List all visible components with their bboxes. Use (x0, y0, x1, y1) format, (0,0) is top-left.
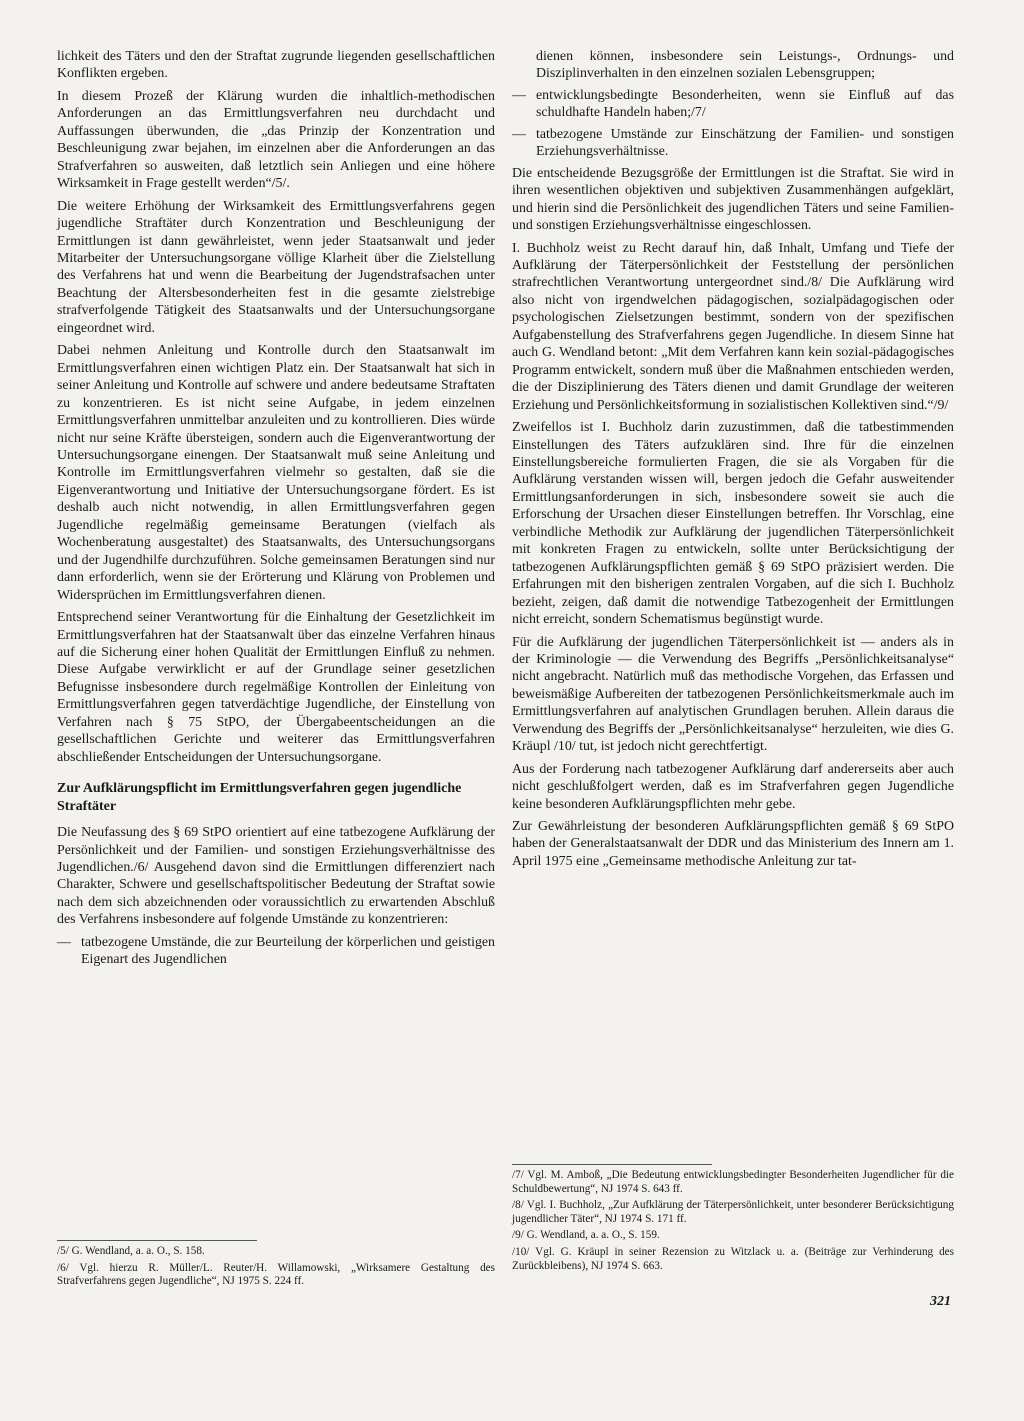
paragraph: Für die Aufklärung der jugendlichen Täterpersönlichkeit ist — anders als in der Kriminologie — die Verwendung des Begriffs „Persönlichkeitsanalyse“ nicht angebracht. Natürlich muß das methodische Vorgehen, das Erfassen und beweismäßige Aufbereiten der tatbezogenen Persönlichkeitsmerkmale auch im Ermittlungsverfahren auf analytischen Grundlagen beruhen. Allein daraus die Verwendung des Begriffs der „Persönlichkeitsanalyse“ herzuleiten, wie dies G. Kräupl /10/ tut, ist jedoch nicht gerechtfertigt. (512, 634, 954, 755)
paragraph: Die Neufassung des § 69 StPO orientiert auf eine tatbezogene Aufklärung der Persönlichkeit und der Familien- und sonstigen Erziehungsverhältnisse des Jugendlichen./6/ Ausgehend davon sind die Ermittlungen differenziert nach Charakter, Schwere und gesellschaftspolitischer Bedeutung der Straftat sowie nach dem sich abzeichnenden oder voraussichtlich zu erwartenden Abschluß des Verfahrens insbesondere auf folgende Umstände zu konzentrieren: (57, 825, 495, 928)
dash-bullet: — (512, 126, 526, 142)
list-item-text: tatbezogene Umstände, die zur Beurteilung der körperlichen und geistigen Eigenart des Jugendlichen (81, 934, 495, 968)
footnote: /8/ Vgl. I. Buchholz, „Zur Aufklärung der Täterpersönlichkeit, unter besonderer Berücksichtigung jugendlicher Täter“, NJ 1974 S. 171 ff. (512, 1199, 954, 1225)
list-item-text: tatbezogene Umstände zur Einschätzung der Familien- und sonstigen Erziehungsverhältnisse. (536, 126, 954, 160)
paragraph: In diesem Prozeß der Klärung wurden die inhaltlich-methodischen Anforderungen an das Ermittlungsverfahren neu durchdacht und Auffassungen überwunden, die „das Prinzip der Konzentration und Beschleunigung zwar bejahen, im einzelnen aber die Anforderungen an das Strafverfahren so ausweiten, daß letztlich sein Anliegen und eine höhere Wirksamkeit in Frage gestellt werden“/5/. (57, 88, 495, 192)
paragraph: Zweifellos ist I. Buchholz darin zuzustimmen, daß die tatbestimmenden Einstellungen des Täters aufzuklären sind. Ihre für die einzelnen Einstellungsbereiche formulierten Fragen, die sie als Vorgaben für die Aufklärung verstanden wissen will, bergen jedoch die Gefahr ausweitender Ermittlungsanforderungen in sich, insbesondere soweit sie auch die Erforschung der Ursachen dieser Einstellungen betreffen. Ihr Vorschlag, eine verbindliche Methodik zur Aufklärung der jugendlichen Täterpersönlichkeit mit konkreten Fragen zu entwickeln, sollte unter Berücksichtigung der tatbezogenen Aufklärungspflichten gemäß § 69 StPO präzisiert werden. Die Erfahrungen mit den bisherigen zentralen Vorgaben, auf die sich I. Buchholz bezieht, zeigen, daß damit die notwendige Tatbezogenheit der Ermittlungen nicht erreicht, sondern Schematismus begünstigt wurde. (512, 420, 954, 628)
paragraph: Entsprechend seiner Verantwortung für die Einhaltung der Gesetzlichkeit im Ermittlungsverfahren hat der Staatsanwalt über das einzelne Verfahren hinaus auf die Sicherung einer hohen Qualität der Ermittlungen Einfluß zu nehmen. Diese Aufgabe verwirklicht er auf der Grundlage seiner gesetzlichen Befugnisse insbesondere durch regelmäßige Kontrollen der Einleitung von Ermittlungsverfahren gegen tatverdächtige Jugendliche, der Einstellung von Verfahren nach § 75 StPO, der Übergabeentscheidungen an die gesellschaftlichen Gerichte und weiterer das Ermittlungsverfahren abschließender Entscheidungen der Untersuchungsorgane. (57, 610, 495, 765)
paragraph: Die weitere Erhöhung der Wirksamkeit des Ermittlungsverfahrens gegen jugendliche Straftäter durch Konzentration und Beschleunigung der Ermittlungen ist dann gewährleistet, wenn jeder Staatsanwalt und jeder Mitarbeiter der Untersuchungsorgane völlige Klarheit über die Zielstellung des Verfahrens hat und wenn die Bearbeitung der Jugendstrafsachen unter Beachtung der Altersbesonderheiten fest in die gesamte zielstrebige strafverfolgende Tätigkeit des Staatsanwalts und der Untersuchungsorgane eingeordnet wird. (57, 198, 495, 336)
footnotes-right (512, 1164, 954, 1276)
list-item (57, 934, 495, 969)
paragraph: lichkeit des Täters und den der Straftat zugrunde liegenden gesellschaftlichen Konflikten ergeben. (57, 49, 495, 82)
footnote-rule (512, 1164, 712, 1165)
list-item (512, 87, 954, 122)
footnote-rule (57, 1240, 257, 1241)
section-heading: Zur Aufklärungspflicht im Ermittlungsverfahren gegen jugendliche Straftäter (57, 781, 462, 815)
paragraph: Zur Gewährleistung der besonderen Aufklärungspflichten gemäß § 69 StPO haben der Generalstaatsanwalt der DDR und das Ministerium des Innern am 1. April 1975 eine „Gemeinsame methodische Anleitung zur tat- (512, 819, 954, 869)
footnote: /6/ Vgl. hierzu R. Müller/L. Reuter/H. Willamowski, „Wirksamere Gestaltung des Strafverfahrens gegen Jugendliche“, NJ 1975 S. 224 ff. (57, 1261, 495, 1288)
paragraph: Aus der Forderung nach tatbezogener Aufklärung darf andererseits aber auch nicht geschlußfolgert werden, daß es im Strafverfahren gegen Jugendliche keine besonderen Aufklärungspflichten mehr gebe. (512, 761, 954, 812)
footnote: /10/ Vgl. G. Kräupl in seiner Rezension zu Witzlack u. a. (Beiträge zur Verhinderung des Zurückbleibens), NJ 1974 S. 663. (512, 1245, 954, 1272)
list-item-text: dienen können, insbesondere sein Leistungs-, Ordnungs- und Disziplinverhalten in den einzelnen sozialen Lebensgruppen; (536, 49, 954, 82)
footnote: /7/ Vgl. M. Amboß, „Die Bedeutung entwicklungsbedingter Besonderheiten Jugendlicher für die Schuldbewertung“, NJ 1974 S. 643 ff. (512, 1169, 954, 1195)
dash-bullet: — (512, 87, 526, 103)
paragraph: Die entscheidende Bezugsgröße der Ermittlungen ist die Straftat. Sie wird in ihren wesentlichen objektiven und subjektiven Zusammenhängen aufgeklärt, und hierin sind die Persönlichkeit des jugendlichen Täters und seine Familien- und sonstigen Erziehungsverhältnisse eingeschlossen. (512, 165, 954, 234)
paragraph: I. Buchholz weist zu Recht darauf hin, daß Inhalt, Umfang und Tiefe der Aufklärung der Täterpersönlichkeit der Feststellung der persönlichen strafrechtlichen Verantwortung untergeordnet sind./8/ Die Aufklärung wird also nicht von irgendwelchen pädagogischen, sozialpädagogischen oder psychologischen Zielsetzungen bestimmt, sondern von der spezifischen Aufgabenstellung des Strafverfahrens gegen Jugendliche. In diesem Sinne hat auch G. Wendland betont: „Mit dem Verfahren kann kein sozial-pädagogisches Programm entwickelt, sondern muß über die Maßnahmen entschieden werden, die der Disziplinierung des Täters dienen und damit Grundlage der weiteren Erziehung und Persönlichkeitsformung in sozialistischen Kollektiven sind.“/9/ (512, 240, 954, 413)
footnotes-left (57, 1240, 495, 1292)
footnote: /9/ G. Wendland, a. a. O., S. 159. (512, 1229, 660, 1242)
left-column (57, 48, 495, 973)
list-item-continued (512, 48, 954, 83)
list-item-text: entwicklungsbedingte Besonderheiten, wenn sie Einfluß auf das schuldhafte Handeln haben;/7/ (536, 87, 954, 121)
page-number: 321 (930, 1294, 951, 1309)
list-item (512, 126, 954, 161)
right-column (512, 48, 954, 875)
footnote: /5/ G. Wendland, a. a. O., S. 158. (57, 1245, 205, 1257)
dash-bullet: — (57, 934, 71, 950)
paragraph: Dabei nehmen Anleitung und Kontrolle durch den Staatsanwalt im Ermittlungsverfahren einen wichtigen Platz ein. Der Staatsanwalt hat sich in seiner Anleitung und Kontrolle auf schwere und andere bedeutsame Straftaten zu konzentrieren. Es ist nicht seine Aufgabe, in jedem einzelnen Ermittlungsverfahren unmittelbar anzuleiten und zu kontrollieren. Dies würde nicht nur seine Kräfte übersteigen, sondern auch die Eigenverantwortung der Untersuchungsorgane einengen. Der Staatsanwalt muß seine Anleitung und Kontrolle im Ermittlungsverfahren vielmehr so gestalten, daß sie die Eigenverantwortung und Initiative der Untersuchungsorgane fördert. Es ist deshalb auch nicht notwendig, in allen Ermittlungsverfahren gegen Jugendliche regelmäßig gemeinsame Beratungen (vielfach als Wochenberatung ausgestaltet) des Staatsanwalts, des Untersuchungsorgans und der Jugendhilfe durchzuführen. Solche gemeinsamen Beratungen sind nur dann erforderlich, wenn sie der Erörterung und Klärung von Problemen und Widersprüchen im Ermittlungsverfahren dienen. (57, 343, 495, 603)
